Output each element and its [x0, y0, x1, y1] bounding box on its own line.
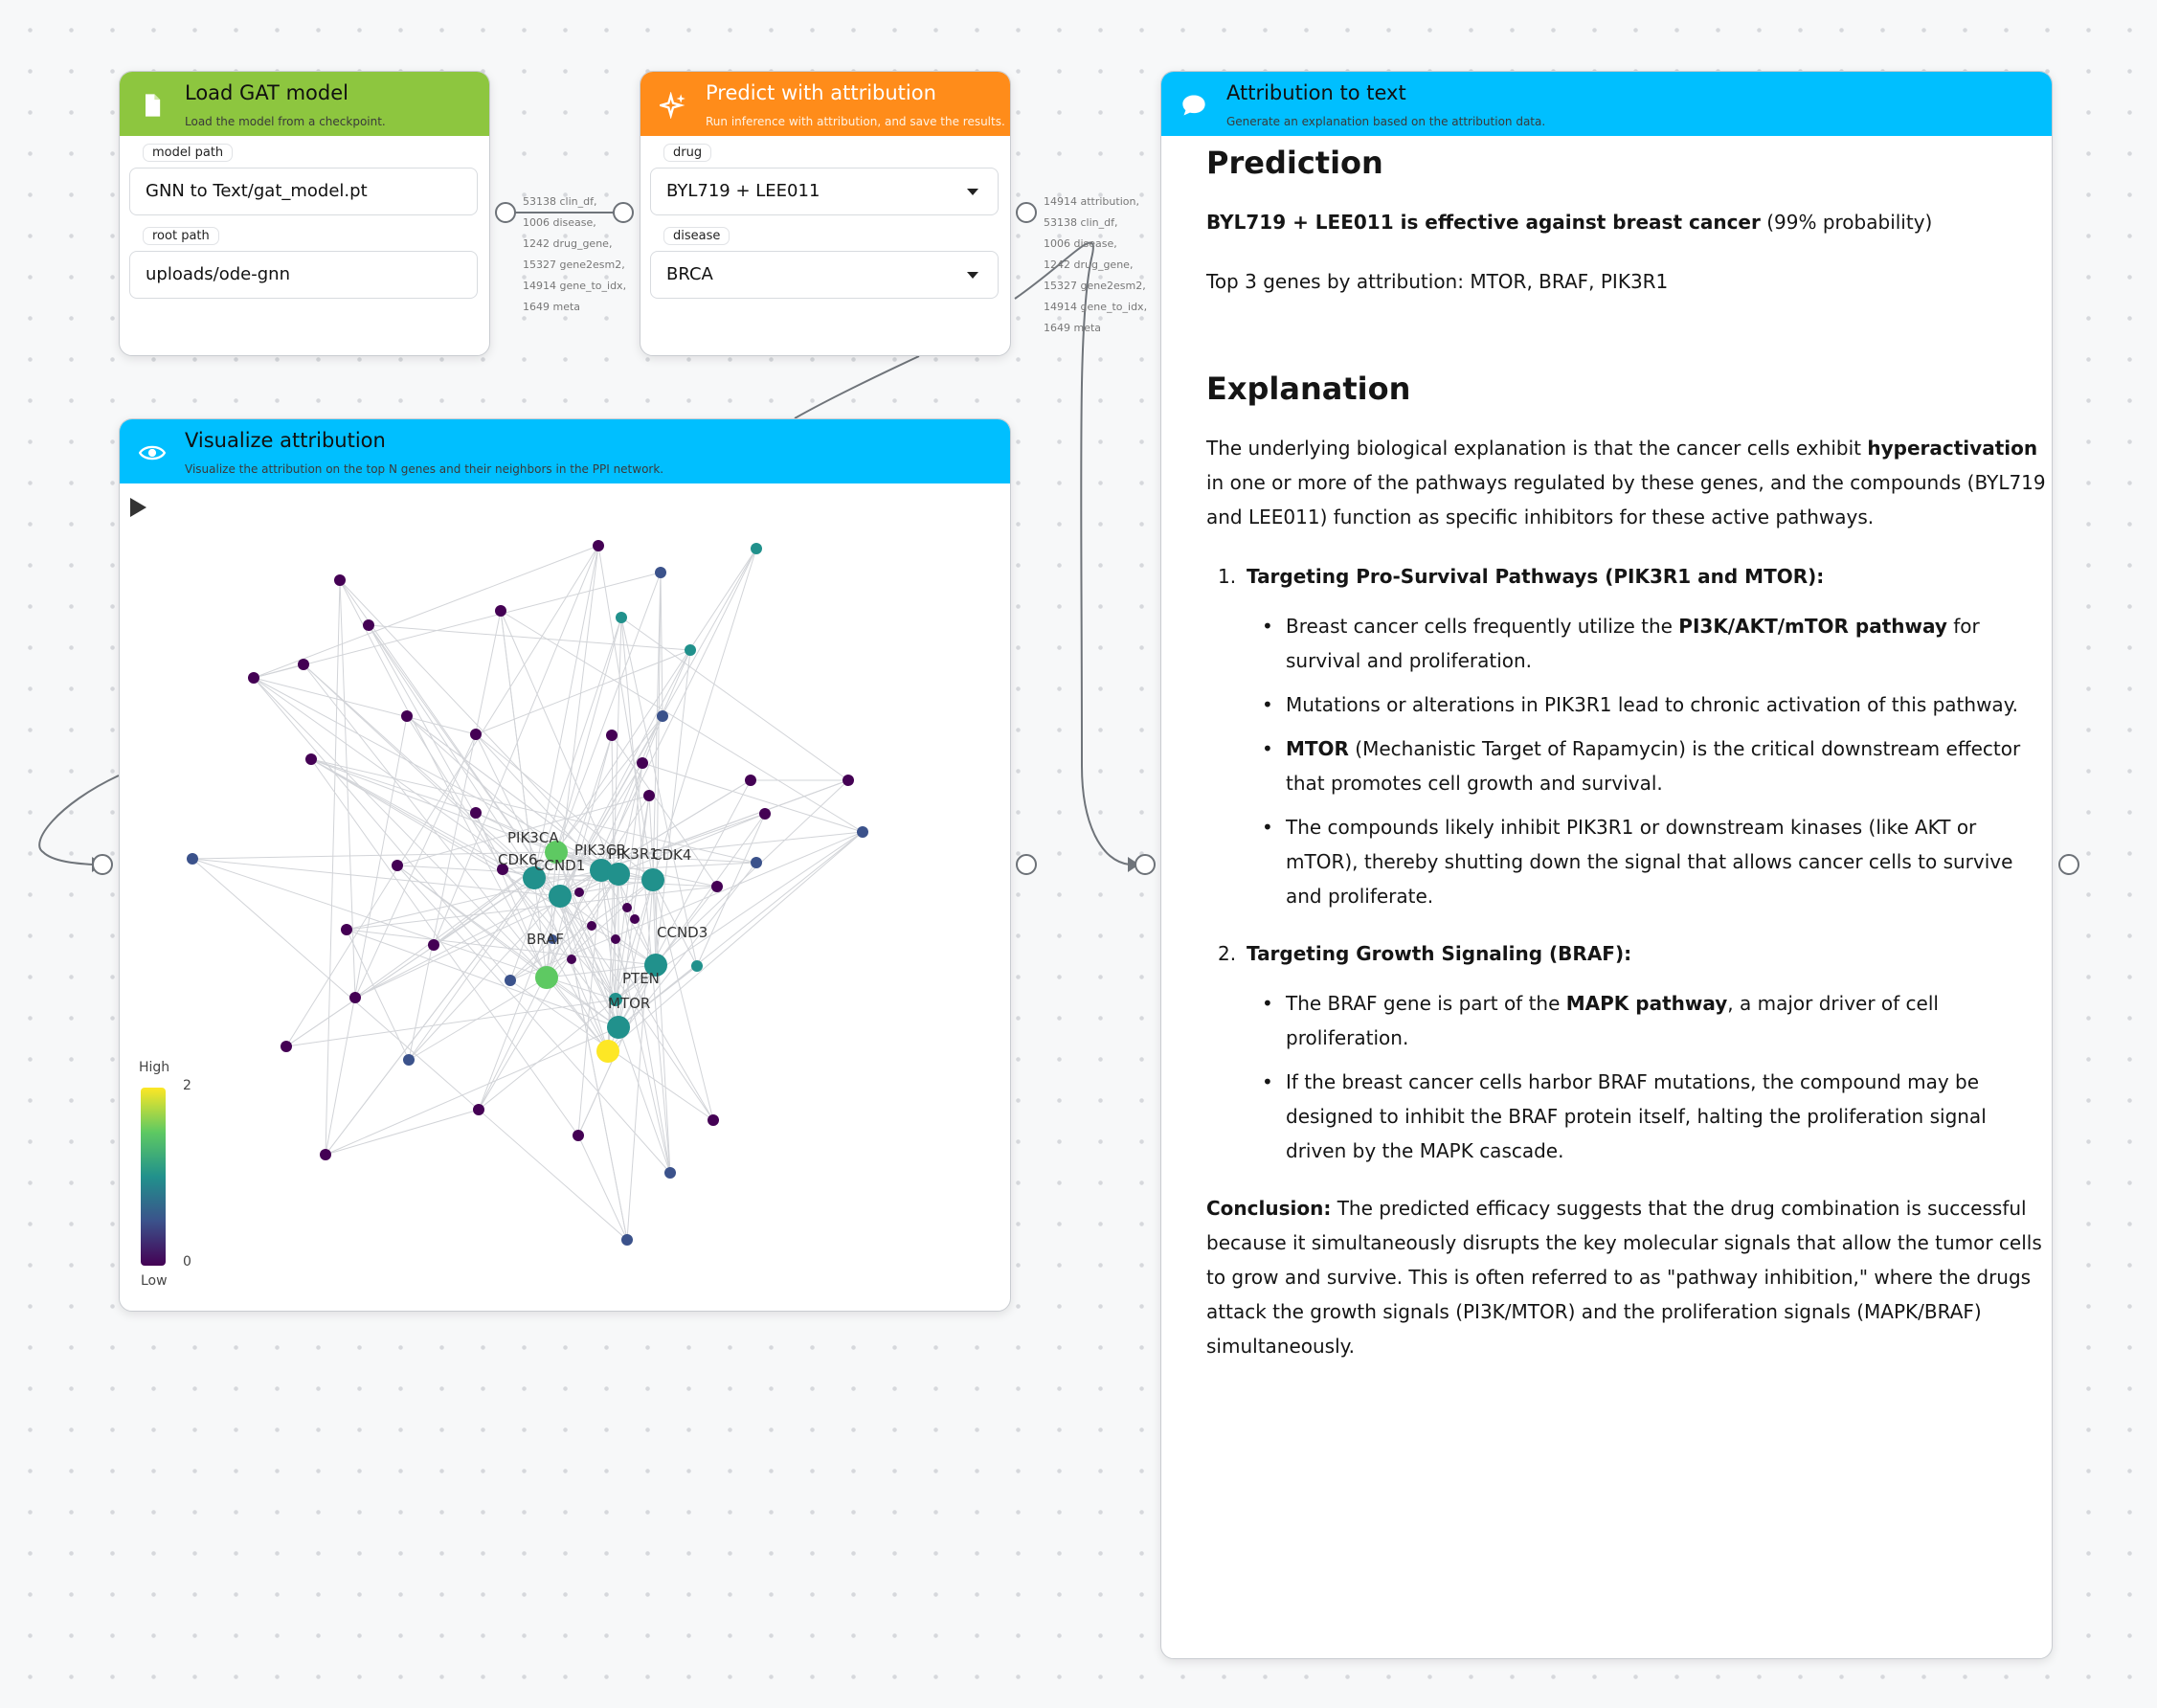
- port-predict-out[interactable]: [1016, 202, 1037, 223]
- text-bold: Conclusion:: [1206, 1197, 1332, 1220]
- node-title: Predict with attribution: [706, 81, 936, 104]
- graph-node[interactable]: [495, 605, 506, 617]
- sparkles-icon: [660, 92, 686, 119]
- edge-label-line: 1006 disease,: [1044, 237, 1117, 250]
- colorbar-min-label: 0: [183, 1254, 191, 1270]
- list-item-1: [1206, 559, 2049, 594]
- graph-node[interactable]: [685, 644, 696, 656]
- edge-label-line: 15327 gene2esm2,: [1044, 280, 1146, 292]
- graph-node[interactable]: [759, 808, 771, 820]
- graph-node[interactable]: [691, 960, 703, 972]
- graph-node[interactable]: [567, 955, 576, 964]
- graph-edge: [254, 664, 303, 678]
- graph-node[interactable]: [711, 881, 723, 892]
- colorbar-high-label: High: [139, 1060, 170, 1075]
- explanation-heading: Explanation: [1206, 371, 1411, 407]
- graph-node[interactable]: [401, 710, 413, 722]
- list-item-title: Targeting Growth Signaling (BRAF):: [1247, 942, 1632, 965]
- graph-node-label: PTEN: [622, 970, 660, 987]
- port-visualize-out[interactable]: [1016, 854, 1037, 875]
- node-description: Run inference with attribution, and save the results.: [706, 115, 1005, 128]
- graph-edge: [326, 1110, 479, 1155]
- graph-edge: [534, 546, 598, 878]
- graph-hub-node[interactable]: [641, 868, 664, 891]
- graph-node[interactable]: [248, 672, 259, 684]
- attribution-report: [1206, 144, 2049, 1363]
- bullet-item: • MTOR (Mechanistic Target of Rapamycin) is the critical downstream effector that promotes cell growth and survival.: [1262, 737, 2021, 795]
- graph-node[interactable]: [305, 753, 317, 765]
- graph-edge: [547, 546, 598, 978]
- node-title: Visualize attribution: [185, 429, 386, 452]
- graph-hub-node[interactable]: [549, 885, 572, 908]
- text-span: Mutations or alterations in PIK3R1 lead to chronic activation of this pathway.: [1286, 693, 2019, 716]
- root-path-input[interactable]: uploads/ode-gnn: [129, 251, 478, 299]
- graph-edge: [656, 650, 690, 965]
- graph-node[interactable]: [574, 888, 584, 897]
- model-path-input[interactable]: GNN to Text/gat_model.pt: [129, 168, 478, 215]
- drug-select[interactable]: [650, 168, 999, 215]
- text-span: The BRAF gene is part of the: [1286, 992, 1566, 1015]
- edge-visualize-in: [39, 775, 119, 865]
- node-header[interactable]: [120, 419, 1010, 483]
- graph-edge: [661, 573, 663, 716]
- disease-select[interactable]: [650, 251, 999, 299]
- graph-node[interactable]: [643, 790, 655, 801]
- port-visualize-in[interactable]: [92, 854, 113, 875]
- graph-node[interactable]: [751, 857, 762, 868]
- node-description: Load the model from a checkpoint.: [185, 115, 386, 128]
- text-span: The predicted efficacy suggests that the drug combination is successful because it simultaneously disrupts the key molecular signals that allow the tumor cells to grow and survive. This is often referred to as "pathway inhibition," where the drugs attack the growth signals (PI3K/MTOR) and the proliferation signals (MAPK/BRAF) simultaneously.: [1206, 1197, 2042, 1358]
- graph-node[interactable]: [505, 975, 516, 986]
- text-span: (Mechanistic Target of Rapamycin) is the critical downstream effector that promotes cell growth and survival.: [1286, 737, 2021, 795]
- model-path-label: model path: [143, 144, 233, 162]
- colorbar-max-label: 2: [183, 1078, 191, 1093]
- explanation-intro: [1206, 431, 2049, 534]
- graph-edges: [192, 546, 863, 1240]
- graph-edge: [254, 546, 598, 678]
- graph-node[interactable]: [298, 659, 309, 670]
- graph-node[interactable]: [843, 775, 854, 786]
- graph-node[interactable]: [593, 540, 604, 551]
- graph-edge: [621, 618, 848, 780]
- graph-node[interactable]: [573, 1130, 584, 1141]
- graph-hub-node[interactable]: [607, 1016, 630, 1039]
- text-span: Breast cancer cells frequently utilize the: [1286, 615, 1679, 638]
- chevron-down-icon: [967, 189, 978, 195]
- text-span: in one or more of the pathways regulated by these genes, and the compounds (BYL719 and LEE011) function as specific inhibitors for these active pathways.: [1206, 471, 2046, 528]
- edge-label-line: 1242 drug_gene,: [523, 237, 613, 250]
- list-item-title: Targeting Pro-Survival Pathways (PIK3R1 and MTOR):: [1247, 565, 1825, 588]
- port-text-out[interactable]: [2058, 854, 2079, 875]
- edge-label-predict-out: [1044, 191, 1147, 339]
- graph-edge: [612, 735, 717, 887]
- bullet-item: • The compounds likely inhibit PIK3R1 or downstream kinases (like AKT or mTOR), thereby shutting down the signal that allows cancer cells to survive and proliferate.: [1262, 816, 2013, 908]
- edge-label-load-predict: [523, 191, 626, 318]
- list-number: 2.: [1218, 942, 1237, 965]
- list-number: 1.: [1218, 565, 1237, 588]
- edge-label-line: 14914 attribution,: [1044, 195, 1139, 208]
- graph-node[interactable]: [622, 903, 632, 912]
- graph-node[interactable]: [708, 1114, 719, 1126]
- port-text-in[interactable]: [1135, 854, 1156, 875]
- port-predict-in[interactable]: [613, 202, 634, 223]
- graph-node[interactable]: [611, 934, 620, 944]
- text-bold: MAPK pathway: [1565, 992, 1728, 1015]
- graph-node[interactable]: [320, 1149, 331, 1160]
- bullet-item: • Breast cancer cells frequently utilize the PI3K/AKT/mTOR pathway for survival and proliferation.: [1262, 615, 1980, 672]
- bullet-item: • The BRAF gene is part of the MAPK pathway, a major driver of cell proliferation.: [1262, 992, 1939, 1049]
- list-item-2: [1206, 936, 2049, 971]
- node-description: Visualize the attribution on the top N genes and their neighbors in the PPI network.: [185, 462, 664, 476]
- graph-node[interactable]: [349, 992, 361, 1003]
- graph-node[interactable]: [334, 574, 346, 586]
- port-load-out[interactable]: [495, 202, 516, 223]
- graph-edge: [254, 678, 534, 878]
- drug-label: drug: [663, 144, 711, 162]
- conclusion: [1206, 1191, 2049, 1363]
- bullet-item: • If the breast cancer cells harbor BRAF mutations, the compound may be designed to inhibit the BRAF protein itself, halting the proliferation signal driven by the MAPK cascade.: [1262, 1070, 1987, 1162]
- graph-edge: [254, 678, 510, 980]
- text-span: If the breast cancer cells harbor BRAF mutations, the compound may be designed to inhibit the BRAF protein itself, halting the proliferation signal driven by the MAPK cascade.: [1286, 1070, 1987, 1162]
- node-visualize-attribution[interactable]: [119, 418, 1011, 1312]
- graph-node-label: MTOR: [608, 995, 651, 1012]
- prediction-result: [1206, 205, 2049, 239]
- text-span: , a major driver of cell proliferation.: [1286, 992, 1939, 1049]
- root-path-label: root path: [143, 227, 219, 245]
- bullet-item: • Mutations or alterations in PIK3R1 lead to chronic activation of this pathway.: [1262, 693, 2019, 716]
- graph-edge: [326, 580, 340, 1155]
- graph-node[interactable]: [403, 1054, 415, 1066]
- graph-edge: [254, 573, 661, 678]
- graph-node[interactable]: [616, 612, 627, 623]
- text-bold: MTOR: [1286, 737, 1349, 760]
- graph-edge: [656, 814, 765, 965]
- graph-edge: [578, 1135, 627, 1240]
- graph-node[interactable]: [281, 1041, 292, 1052]
- text-span: The compounds likely inhibit PIK3R1 or downstream kinases (like AKT or mTOR), thereby shutting down the signal that allows cancer cells to survive and proliferate.: [1286, 816, 2013, 908]
- graph-edge: [560, 896, 627, 1240]
- graph-node[interactable]: [587, 921, 596, 931]
- prediction-result-bold: BYL719 + LEE011 is effective against breast cancer: [1206, 211, 1761, 234]
- graph-node-label: PIK3R1: [608, 845, 659, 863]
- graph-node-label: CDK6: [498, 851, 538, 868]
- edge-label-line: 15327 gene2esm2,: [523, 258, 625, 271]
- graph-edge: [608, 832, 863, 1051]
- top-genes: Top 3 genes by attribution: MTOR, BRAF, PIK3R1: [1206, 270, 1669, 293]
- graph-hub-node[interactable]: [596, 1040, 619, 1063]
- text-span: for survival and proliferation.: [1286, 615, 1980, 672]
- text-bold: hyperactivation: [1867, 437, 2038, 460]
- graph-node-label: PIK3CB: [574, 842, 626, 859]
- graph-node-label: CDK4: [652, 846, 692, 864]
- colorbar-low-label: Low: [141, 1273, 168, 1289]
- graph-node[interactable]: [857, 826, 868, 838]
- file-icon: [139, 92, 166, 119]
- graph-node[interactable]: [655, 567, 666, 578]
- graph-edge: [254, 678, 476, 734]
- edge-label-line: 1649 meta: [523, 301, 581, 313]
- disease-label: disease: [663, 227, 730, 245]
- edge-label-line: 53138 clin_df,: [523, 195, 597, 208]
- eye-icon: [139, 439, 166, 466]
- graph-hub-node[interactable]: [535, 966, 558, 989]
- graph-edge: [547, 978, 608, 1051]
- prediction-probability: (99% probability): [1760, 211, 1933, 234]
- edge-label-line: 1242 drug_gene,: [1044, 258, 1134, 271]
- edge-label-line: 14914 gene_to_idx,: [1044, 301, 1148, 313]
- graph-hub-node[interactable]: [607, 863, 630, 886]
- graph-edge: [501, 611, 656, 965]
- graph-node-label: PIK3CA: [507, 829, 559, 846]
- edge-label-line: 1006 disease,: [523, 216, 596, 229]
- graph-node[interactable]: [745, 775, 756, 786]
- graph-node[interactable]: [187, 853, 198, 865]
- edge-label-line: 1649 meta: [1044, 322, 1102, 334]
- chat-bubble-icon: [1180, 92, 1207, 119]
- graph-node[interactable]: [606, 730, 618, 741]
- edge-predict-visualize: [795, 356, 919, 418]
- graph-node[interactable]: [341, 924, 352, 935]
- disease-select-value: BRCA: [666, 264, 713, 284]
- graph-node[interactable]: [428, 939, 439, 951]
- node-description: Generate an explanation based on the attribution data.: [1226, 115, 1546, 128]
- node-title: Load GAT model: [185, 81, 348, 104]
- drug-select-value: BYL719 + LEE011: [666, 181, 820, 201]
- node-title: Attribution to text: [1226, 81, 1406, 104]
- graph-edge: [254, 678, 547, 978]
- graph-node-label: CCND3: [657, 924, 708, 941]
- graph-node[interactable]: [657, 710, 668, 722]
- graph-node-label: CCND1: [534, 857, 586, 874]
- graph-node[interactable]: [630, 914, 640, 924]
- edge-label-line: 53138 clin_df,: [1044, 216, 1118, 229]
- graph-node[interactable]: [470, 729, 482, 740]
- graph-node[interactable]: [470, 807, 482, 819]
- node-header[interactable]: [640, 72, 1010, 136]
- graph-node-label: BRAF: [527, 931, 564, 948]
- graph-node[interactable]: [621, 1234, 633, 1246]
- node-header[interactable]: [120, 72, 489, 136]
- graph-node[interactable]: [664, 1167, 676, 1179]
- text-span: The underlying biological explanation is that the cancer cells exhibit: [1206, 437, 1868, 460]
- prediction-heading: Prediction: [1206, 145, 1383, 181]
- graph-node[interactable]: [392, 860, 403, 871]
- graph-node[interactable]: [363, 619, 374, 631]
- graph-node[interactable]: [637, 757, 648, 769]
- attribution-network-graph[interactable]: [120, 483, 1010, 1307]
- node-header[interactable]: [1161, 72, 2052, 136]
- chevron-down-icon: [967, 272, 978, 279]
- graph-node[interactable]: [751, 543, 762, 554]
- colorbar: [141, 1088, 166, 1266]
- node-load-gat-model[interactable]: [119, 71, 490, 356]
- text-bold: PI3K/AKT/mTOR pathway: [1678, 615, 1947, 638]
- graph-edge: [192, 859, 627, 1240]
- node-predict-with-attribution[interactable]: [640, 71, 1011, 356]
- edge-label-line: 14914 gene_to_idx,: [523, 280, 627, 292]
- graph-node[interactable]: [473, 1104, 484, 1115]
